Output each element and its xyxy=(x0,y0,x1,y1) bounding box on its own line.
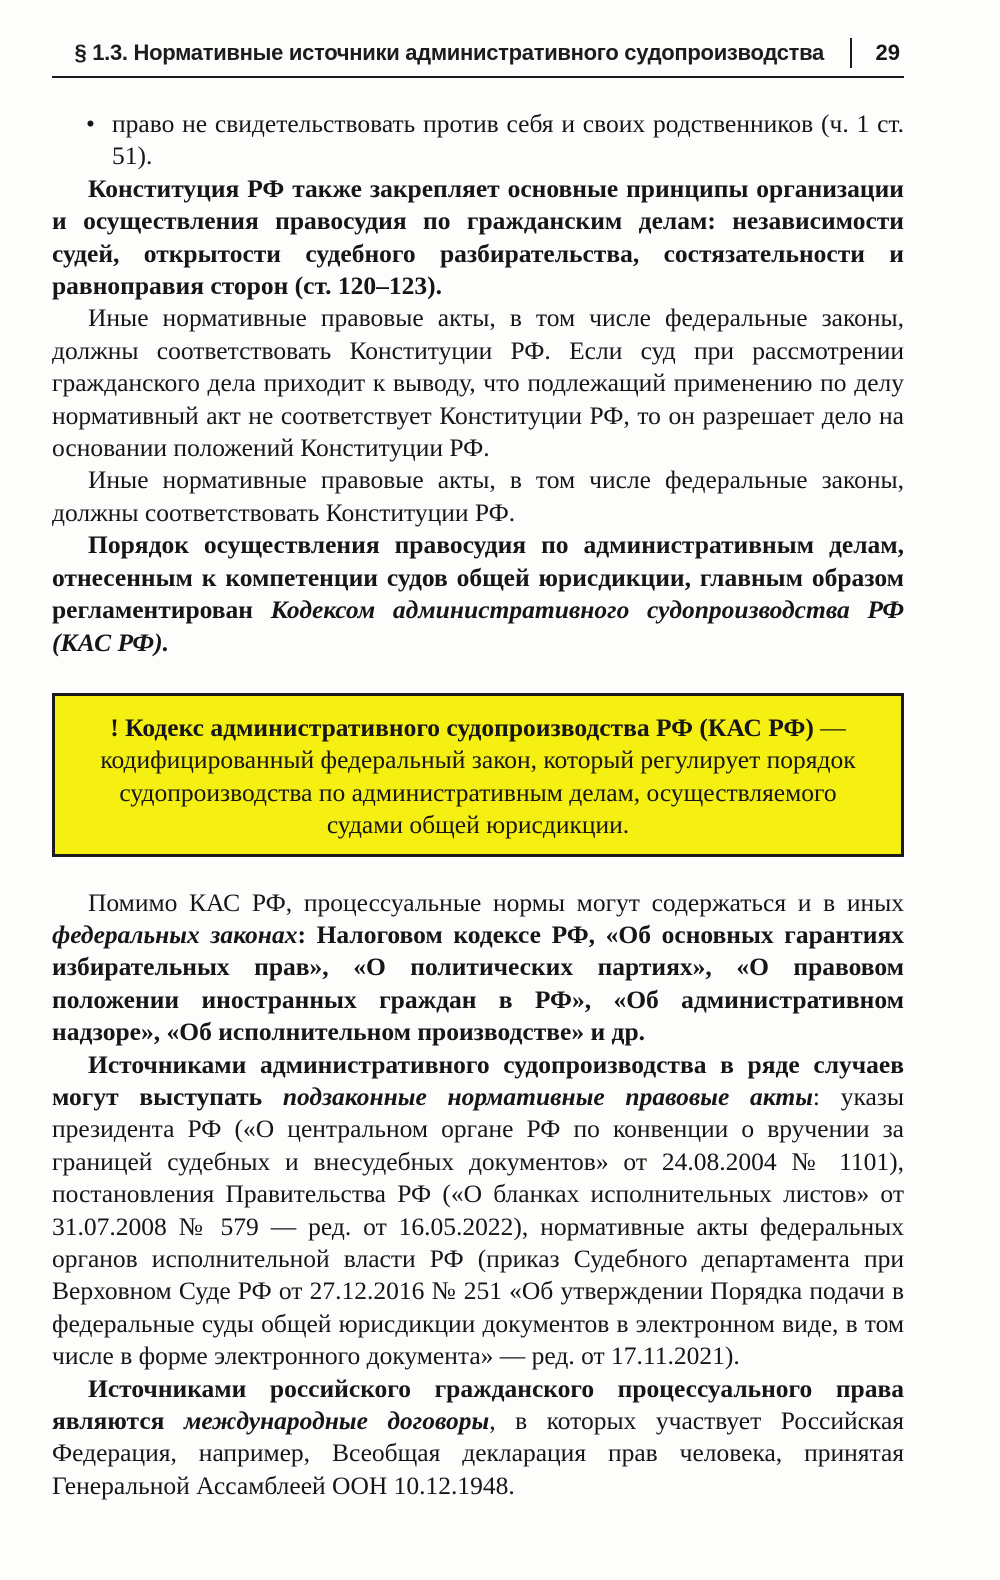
paragraph-federal-laws-text-b: : Налоговом кодексе РФ, «Об основных гарантиях избирательных прав», «О политических партиях», «О правовом положении иностранных граждан в РФ», «Об административном надзоре», «Об исполнительном производстве» и др. xyxy=(52,919,904,1047)
paragraph-kas-reference xyxy=(52,529,904,659)
paragraph-subordinate-emphasis: подзаконные нормативные правовые акты xyxy=(282,1081,813,1111)
definition-callout xyxy=(52,693,904,857)
paragraph-federal-laws-emphasis: федеральных законах xyxy=(52,919,298,949)
page-body xyxy=(52,108,904,1502)
paragraph-federal-laws xyxy=(52,887,904,1049)
paragraph-international-text-a: Источниками российского гражданского процессуального права являются xyxy=(52,1373,904,1436)
paragraph-subordinate-acts xyxy=(52,1049,904,1373)
section-title: § 1.3. Нормативные источники административного судопроизводства xyxy=(74,40,824,65)
paragraph-other-acts-1: Иные нормативные правовые акты, в том числе федеральные законы, должны соответствовать Конституции РФ. Если суд при рассмотрении гражданского дела приходит к выводу, что подлежащий применению по делу нормативный акт не соответствует Конституции РФ, то он разрешает дело на основании положений Конституции РФ. xyxy=(52,303,904,463)
page-number: 29 xyxy=(875,40,900,65)
bullet-text: право не свидетельствовать против себя и своих родственников (ч. 1 ст. 51). xyxy=(112,109,904,171)
paragraph-international-treaties xyxy=(52,1373,904,1503)
paragraph-international-text-b: , в которых участвует Российская Федерация, например, Всеобщая декларация прав человека, принятая Генеральной Ассамблеей ООН 10.12.1948. xyxy=(52,1406,904,1500)
paragraph-constitution-principles: Конституция РФ также закрепляет основные принципы организации и осуществления правосудия по гражданским делам: независимости судей, открытости судебного разбирательства, состязательности и равноправия сторон (ст. 120–123). xyxy=(52,173,904,301)
paragraph-other-acts-2: Иные нормативные правовые акты, в том числе федеральные законы, должны соответствовать Конституции РФ. xyxy=(52,465,904,527)
callout-definition: — кодифицированный федеральный закон, который регулирует порядок судопроизводства по административным делам, осуществляемого судами общей юрисдикции. xyxy=(100,712,856,840)
paragraph-international-emphasis: международные договоры xyxy=(183,1406,490,1436)
callout-mark: ! xyxy=(110,712,119,742)
paragraph-kas-emphasis: Кодексом административного судопроизводства РФ (КАС РФ). xyxy=(52,595,905,657)
paragraph-kas-text: Порядок осуществления правосудия по административным делам, отнесенным к компетенции судов общей юрисдикции, главным образом регламентирован xyxy=(52,530,904,625)
header-separator xyxy=(850,38,852,68)
bullet-item xyxy=(52,108,904,173)
paragraph-subordinate-text-b: : указы президента РФ («О центральном органе РФ по конвенции о вручении за границей судебных и внесудебных документов» от 24.08.2004 № 1101), постановления Правительства РФ («О бланках исполнительных листов» от 31.07.2008 № 579 — ред. от 16.05.2022), нормативные акты федеральных органов исполнительной власти РФ (приказ Судебного департамента при Верховном Суде РФ от 27.12.2016 № 251 «Об утверждении Порядка подачи в федеральные суды общей юрисдикции документов в электронном виде, в том числе в форме электронного документа» — ред. от 17.11.2021). xyxy=(52,1081,905,1371)
paragraph-federal-laws-text-a: Помимо КАС РФ, процессуальные нормы могут содержаться и в иных xyxy=(88,887,904,917)
running-header xyxy=(52,34,904,78)
bullet-icon: • xyxy=(86,109,95,138)
callout-term: Кодекс административного судопроизводства РФ (КАС РФ) xyxy=(125,712,814,742)
paragraph-subordinate-text-a: Источниками административного судопроизводства в ряде случаев могут выступать xyxy=(52,1049,904,1111)
